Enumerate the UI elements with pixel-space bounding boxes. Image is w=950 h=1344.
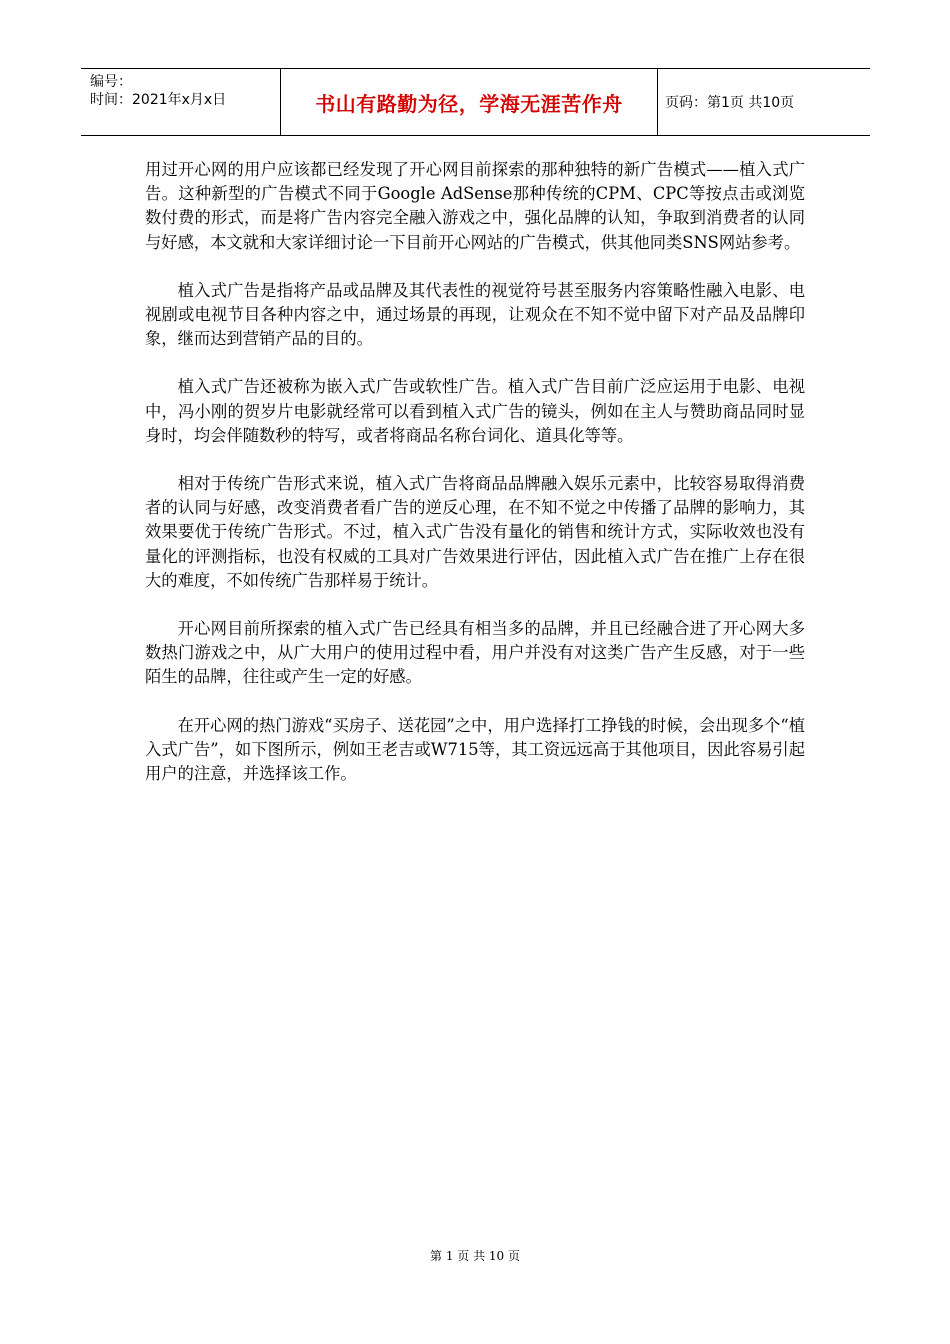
document-date-label: 时间：2021年x月x日 xyxy=(90,92,227,108)
header-page-info: 页码：第1页 共10页 xyxy=(665,95,795,111)
document-body xyxy=(145,158,805,810)
paragraph: 植入式广告是指将产品或品牌及其代表性的视觉符号甚至服务内容策略性融入电影、电视剧或电视节目各种内容之中，通过场景的再现，让观众在不知不觉中留下对产品及品牌印象，继而达到营销产品的目的。 xyxy=(145,280,805,349)
page-footer: 第 1 页 共 10 页 xyxy=(430,1249,520,1263)
paragraph: 开心网目前所探索的植入式广告已经具有相当多的品牌，并且已经融合进了开心网大多数热门游戏之中，从广大用户的使用过程中看，用户并没有对这类广告产生反感，对于一些陌生的品牌，往往或产生一定的好感。 xyxy=(145,619,805,687)
paragraph: 植入式广告还被称为嵌入式广告或软性广告。植入式广告目前广泛应运用于电影、电视中，冯小刚的贺岁片电影就经常可以看到植入式广告的镜头，例如在主人与赞助商品同时显身时，均会伴随数秒的特写，或者将商品名称台词化、道具化等等。 xyxy=(145,377,805,445)
header-motto: 书山有路勤为径，学海无涯苦作舟 xyxy=(281,69,658,135)
paragraph: 在开心网的热门游戏“买房子、送花园”之中，用户选择打工挣钱的时候，会出现多个“植入式广告”，如下图所示，例如王老吉或W715等，其工资远远高于其他项目，因此容易引起用户的注意，并选择该工作。 xyxy=(145,715,805,784)
header-meta xyxy=(81,69,281,135)
document-number-label: 编号： xyxy=(90,74,132,90)
document-header xyxy=(81,68,870,136)
paragraph: 相对于传统广告形式来说，植入式广告将商品品牌融入娱乐元素中，比较容易取得消费者的认同与好感，改变消费者看广告的逆反心理，在不知不觉之中传播了品牌的影响力，其效果要优于传统广告形式。不过，植入式广告没有量化的销售和统计方式，实际收效也没有量化的评测指标，也没有权威的工具对广告效果进行评估，因此植入式广告在推广上存在很大的难度，不如传统广告那样易于统计。 xyxy=(145,474,805,590)
paragraph: 用过开心网的用户应该都已经发现了开心网目前探索的那种独特的新广告模式——植入式广告。这种新型的广告模式不同于Google AdSense那种传统的CPM、CPC等按点击或浏览数付费的形式，而是将广告内容完全融入游戏之中，强化品牌的认知，争取到消费者的认同与好感，本文就和大家详细讨论一下目前开心网站的广告模式，供其他同类SNS网站参考。 xyxy=(145,160,805,252)
